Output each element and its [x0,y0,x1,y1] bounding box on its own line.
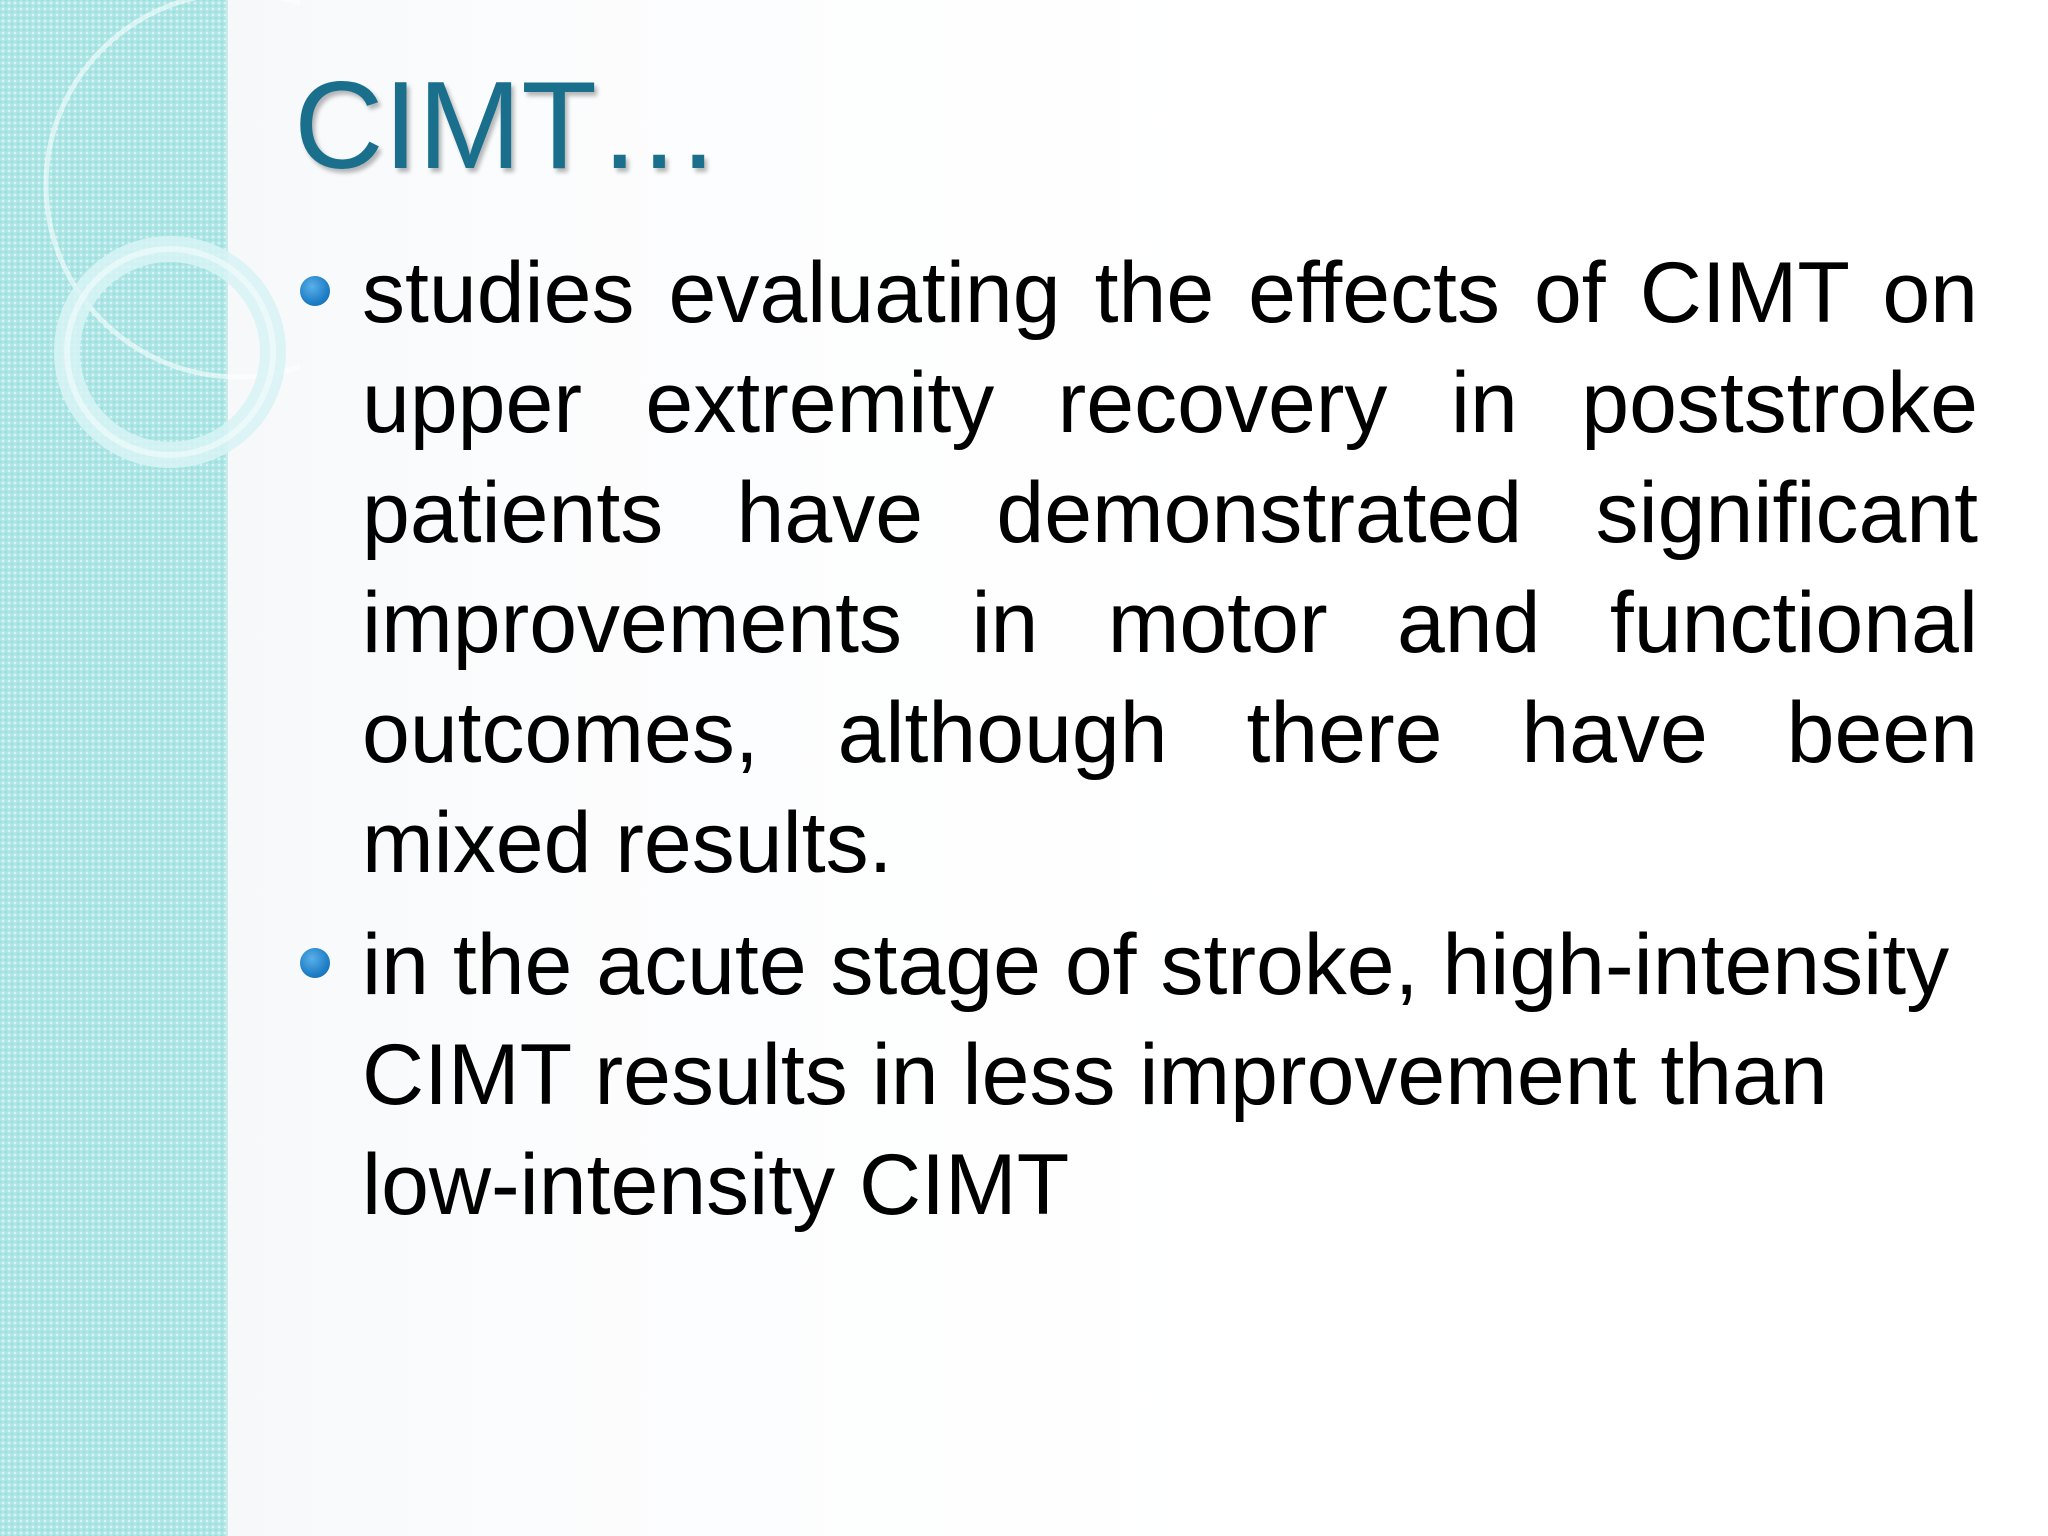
bullet-icon [300,948,330,978]
decorative-rings [0,0,300,520]
bullet-text: studies evaluating the effects of CIMT on upper extremity recovery in poststroke patients have demonstrated significant improvements in motor and functional outcomes, although there have been mixed results. [362,245,1978,891]
bullet-icon [300,276,330,306]
slide-title: CIMT… [294,57,722,195]
bullet-list [300,238,1978,1252]
bullet-item [300,238,1978,898]
bullet-text: in the acute stage of stroke, high-intensity CIMT results in less improvement than low-intensity CIMT [362,917,1950,1233]
bullet-item [300,910,1978,1240]
